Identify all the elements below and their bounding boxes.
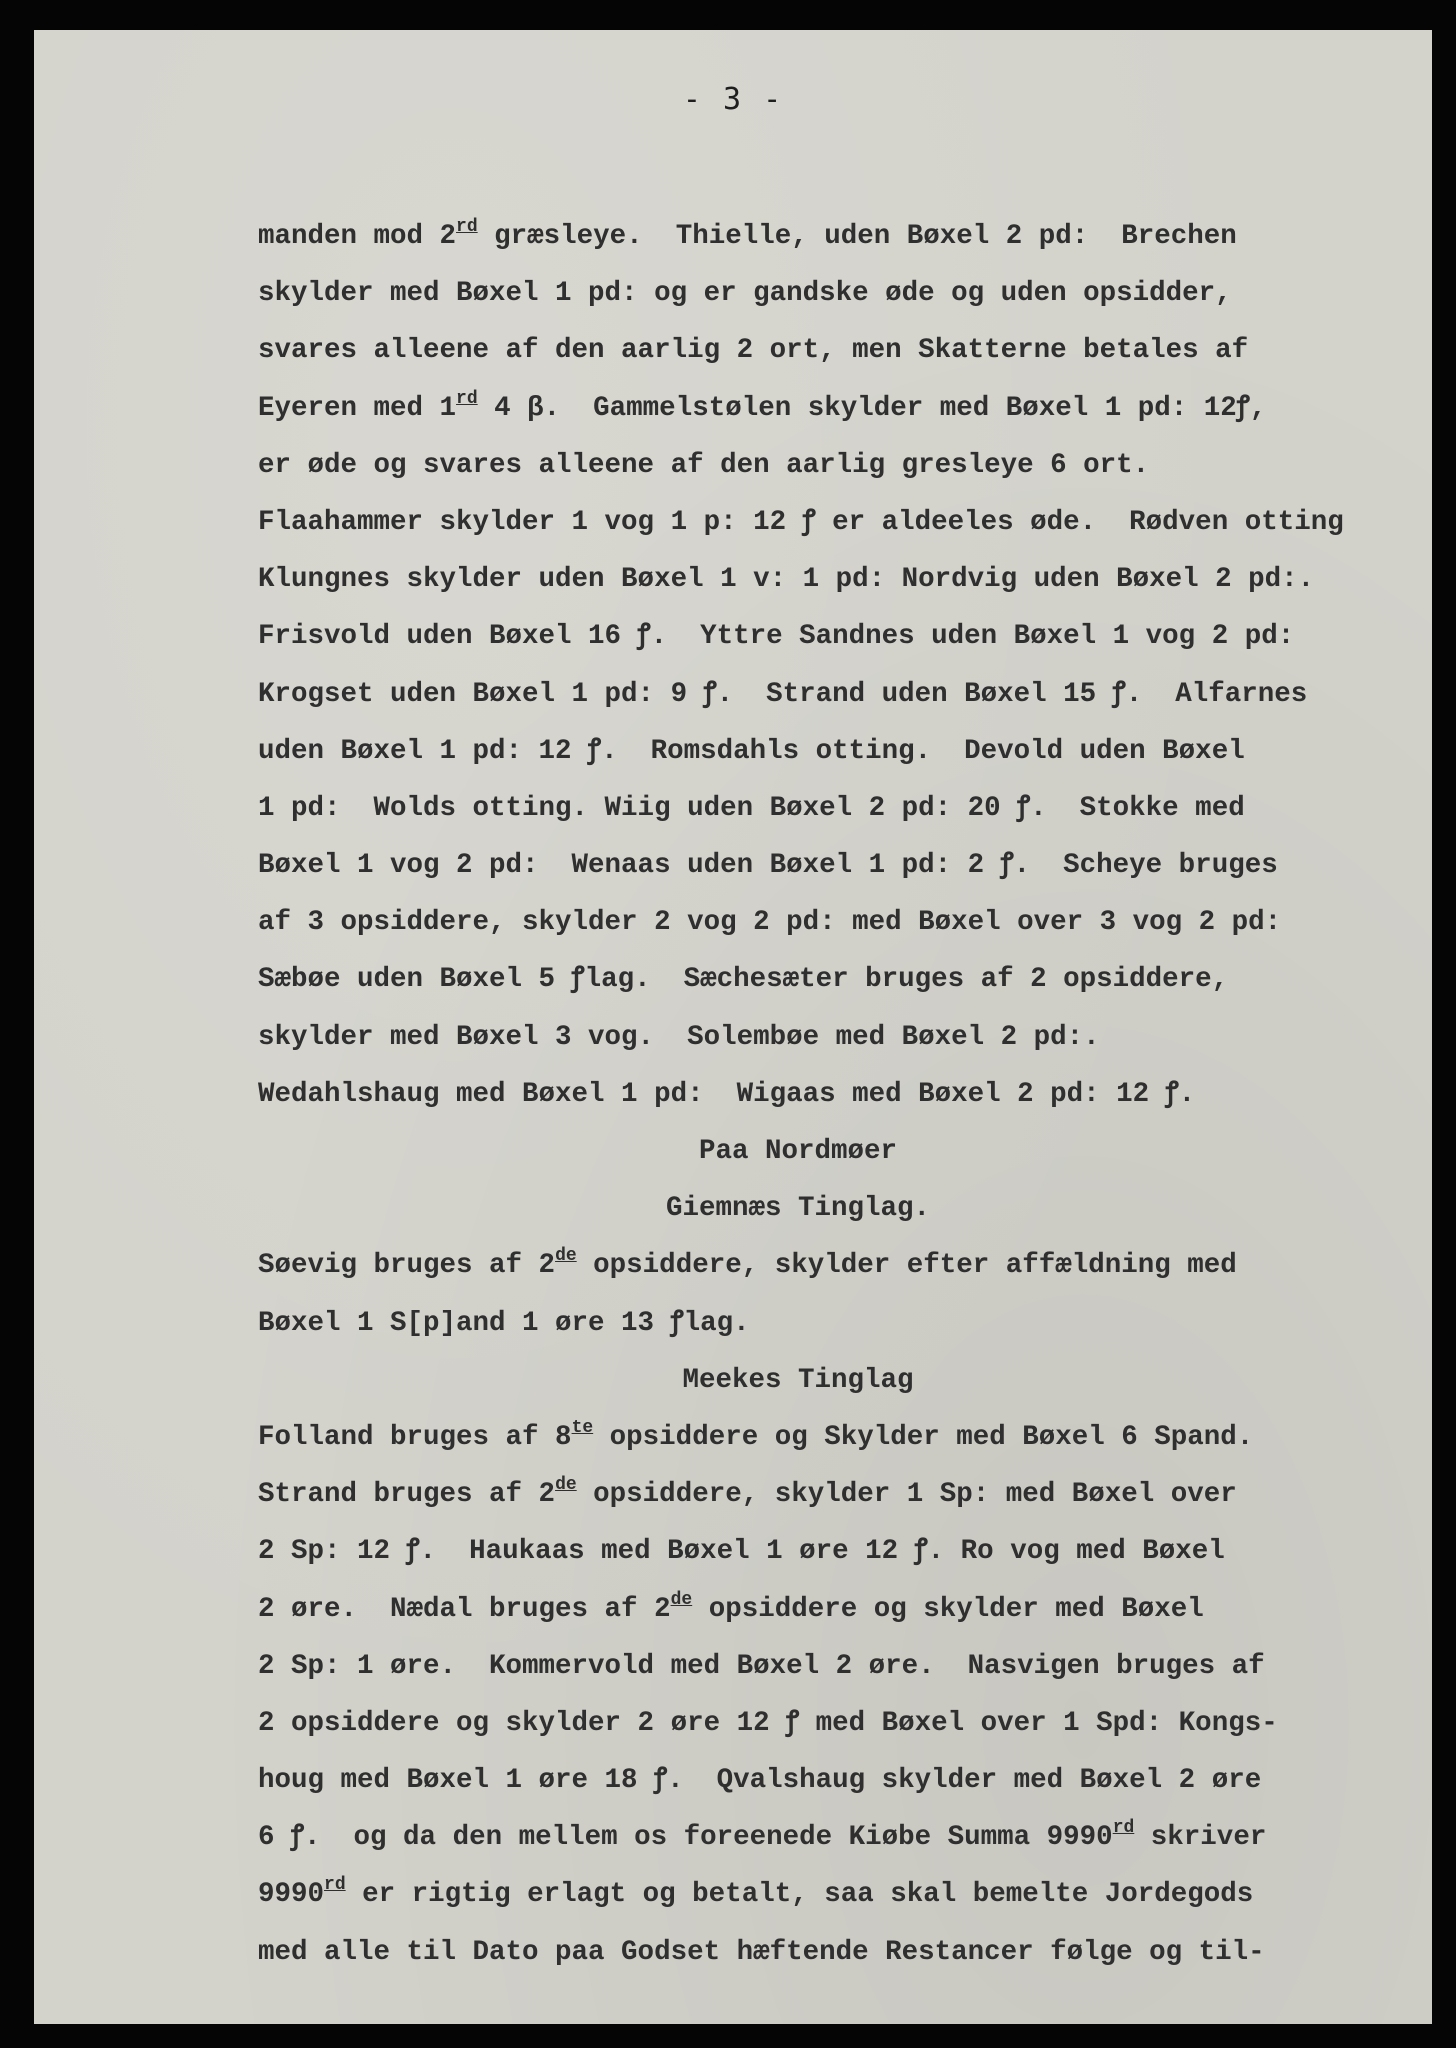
text-segment: Flaahammer skylder 1 vog 1 p: 12 ꝭ er aldeeles øde. Rødven otting — [258, 506, 1344, 538]
text-segment: Søevig bruges af 2 — [258, 1250, 556, 1282]
text-segment: 6 ꝭ. og da den mellem os foreenede Kiøbe Summa 9990 — [258, 1822, 1113, 1854]
text-segment: 1 pd: Wolds otting. Wiig uden Bøxel 2 pd: 20 ꝭ. Stokke med — [258, 792, 1245, 824]
section-heading — [258, 1180, 1398, 1237]
text-line — [258, 1809, 1398, 1866]
superscript: de — [670, 1589, 693, 1610]
text-segment: er øde og svares alleene af den aarlig gresleye 6 ort. — [258, 449, 1150, 481]
text-segment: skylder med Bøxel 1 pd: og er gandske øde og uden opsidder, — [258, 278, 1232, 310]
text-segment: er rigtig erlagt og betalt, saa skal bemelte Jordegods — [345, 1879, 1254, 1911]
text-line — [258, 837, 1398, 894]
text-line — [258, 951, 1398, 1008]
text-segment: 2 Sp: 1 øre. Kommervold med Bøxel 2 øre. Nasvigen bruges af — [258, 1650, 1265, 1682]
text-segment: Eyeren med 1 — [258, 392, 457, 424]
text-segment: med alle til Dato paa Godset hæftende Restancer følge og til- — [258, 1936, 1265, 1968]
text-segment: opsiddere og skylder med Bøxel — [692, 1593, 1204, 1625]
text-line — [258, 1523, 1398, 1580]
text-segment: Giemnæs Tinglag. — [665, 1193, 931, 1225]
text-segment: 9990 — [258, 1879, 325, 1911]
document-page — [34, 30, 1432, 2024]
text-segment: Bøxel 1 S[p]and 1 øre 13 ꝭlag. — [258, 1307, 750, 1339]
text-segment: 2 opsiddere og skylder 2 øre 12 ꝭ med Bøxel over 1 Spd: Kongs- — [258, 1707, 1278, 1739]
text-line — [258, 1581, 1398, 1638]
text-segment: Frisvold uden Bøxel 16 ꝭ. Yttre Sandnes uden Bøxel 1 vog 2 pd: — [258, 621, 1295, 653]
text-line — [258, 1066, 1398, 1123]
text-segment: Paa Nordmøer — [698, 1136, 898, 1167]
page-number: - 3 - — [682, 82, 784, 117]
text-line — [258, 780, 1398, 837]
superscript: de — [555, 1475, 577, 1496]
text-line — [258, 265, 1398, 322]
superscript: rd — [324, 1875, 346, 1896]
section-heading — [258, 1123, 1398, 1180]
text-segment: Bøxel 1 vog 2 pd: Wenaas uden Bøxel 1 pd: 2 ꝭ. Scheye bruges — [258, 850, 1278, 882]
text-segment: Strand bruges af 2 — [258, 1479, 556, 1511]
text-line — [258, 208, 1398, 265]
text-segment: Meekes Tinglag — [682, 1364, 914, 1396]
text-line — [258, 1237, 1398, 1294]
text-segment: Sæbøe uden Bøxel 5 ꝭlag. Sæchesæter bruges af 2 opsiddere, — [258, 964, 1229, 996]
text-segment: skylder med Bøxel 3 vog. Solembøe med Bøxel 2 pd:. — [258, 1021, 1100, 1053]
text-segment: 4 β. Gammelstølen skylder med Bøxel 1 pd: 12ꝭ, — [477, 392, 1267, 424]
superscript: te — [571, 1417, 594, 1438]
text-line — [258, 322, 1398, 379]
text-segment: græsleye. Thielle, uden Bøxel 2 pd: Brechen — [477, 221, 1237, 252]
text-line — [258, 1924, 1398, 1981]
text-segment: 2 Sp: 12 ꝭ. Haukaas med Bøxel 1 øre 12 ꝭ. Ro vog med Bøxel — [258, 1536, 1225, 1568]
text-segment: opsiddere, skylder efter affældning med — [576, 1250, 1237, 1282]
text-segment: opsiddere, skylder 1 Sp: med Bøxel over — [576, 1479, 1237, 1511]
text-segment: skriver — [1134, 1822, 1267, 1854]
superscript: rd — [1112, 1818, 1135, 1839]
text-segment: 2 øre. Nædal bruges af 2 — [258, 1593, 671, 1625]
text-line — [258, 666, 1398, 723]
text-segment: Folland bruges af 8 — [258, 1421, 572, 1453]
text-segment: manden mod 2 — [258, 221, 457, 252]
text-segment: uden Bøxel 1 pd: 12 ꝭ. Romsdahls otting. Devold uden Bøxel — [258, 735, 1245, 767]
text-line — [258, 1752, 1398, 1809]
superscript: rd — [456, 388, 478, 409]
text-line — [258, 608, 1398, 665]
section-heading — [258, 1352, 1398, 1409]
text-line — [258, 1295, 1398, 1352]
typed-text-body — [258, 208, 1398, 1981]
text-line — [258, 1409, 1398, 1466]
text-line — [258, 894, 1398, 951]
text-line — [258, 1009, 1398, 1066]
text-segment: Wedahlshaug med Bøxel 1 pd: Wigaas med Bøxel 2 pd: 12 ꝭ. — [258, 1078, 1196, 1110]
text-line — [258, 723, 1398, 780]
text-segment: Krogset uden Bøxel 1 pd: 9 ꝭ. Strand uden Bøxel 15 ꝭ. Alfarnes — [258, 678, 1308, 710]
text-line — [258, 1695, 1398, 1752]
text-segment: svares alleene af den aarlig 2 ort, men Skatterne betales af — [258, 335, 1249, 367]
text-line — [258, 1638, 1398, 1695]
text-line — [258, 1866, 1398, 1923]
text-line — [258, 551, 1398, 608]
text-line — [258, 380, 1398, 437]
text-segment: af 3 opsiddere, skylder 2 vog 2 pd: med Bøxel over 3 vog 2 pd: — [258, 907, 1282, 939]
text-line — [258, 437, 1398, 494]
superscript: rd — [456, 217, 478, 237]
text-line — [258, 494, 1398, 551]
superscript: de — [555, 1246, 577, 1267]
text-segment: houg med Bøxel 1 øre 18 ꝭ. Qvalshaug skylder med Bøxel 2 øre — [258, 1765, 1262, 1797]
text-segment: opsiddere og Skylder med Bøxel 6 Spand. — [593, 1421, 1254, 1453]
text-segment: Klungnes skylder uden Bøxel 1 v: 1 pd: Nordvig uden Bøxel 2 pd:. — [258, 564, 1315, 596]
text-line — [258, 1466, 1398, 1523]
